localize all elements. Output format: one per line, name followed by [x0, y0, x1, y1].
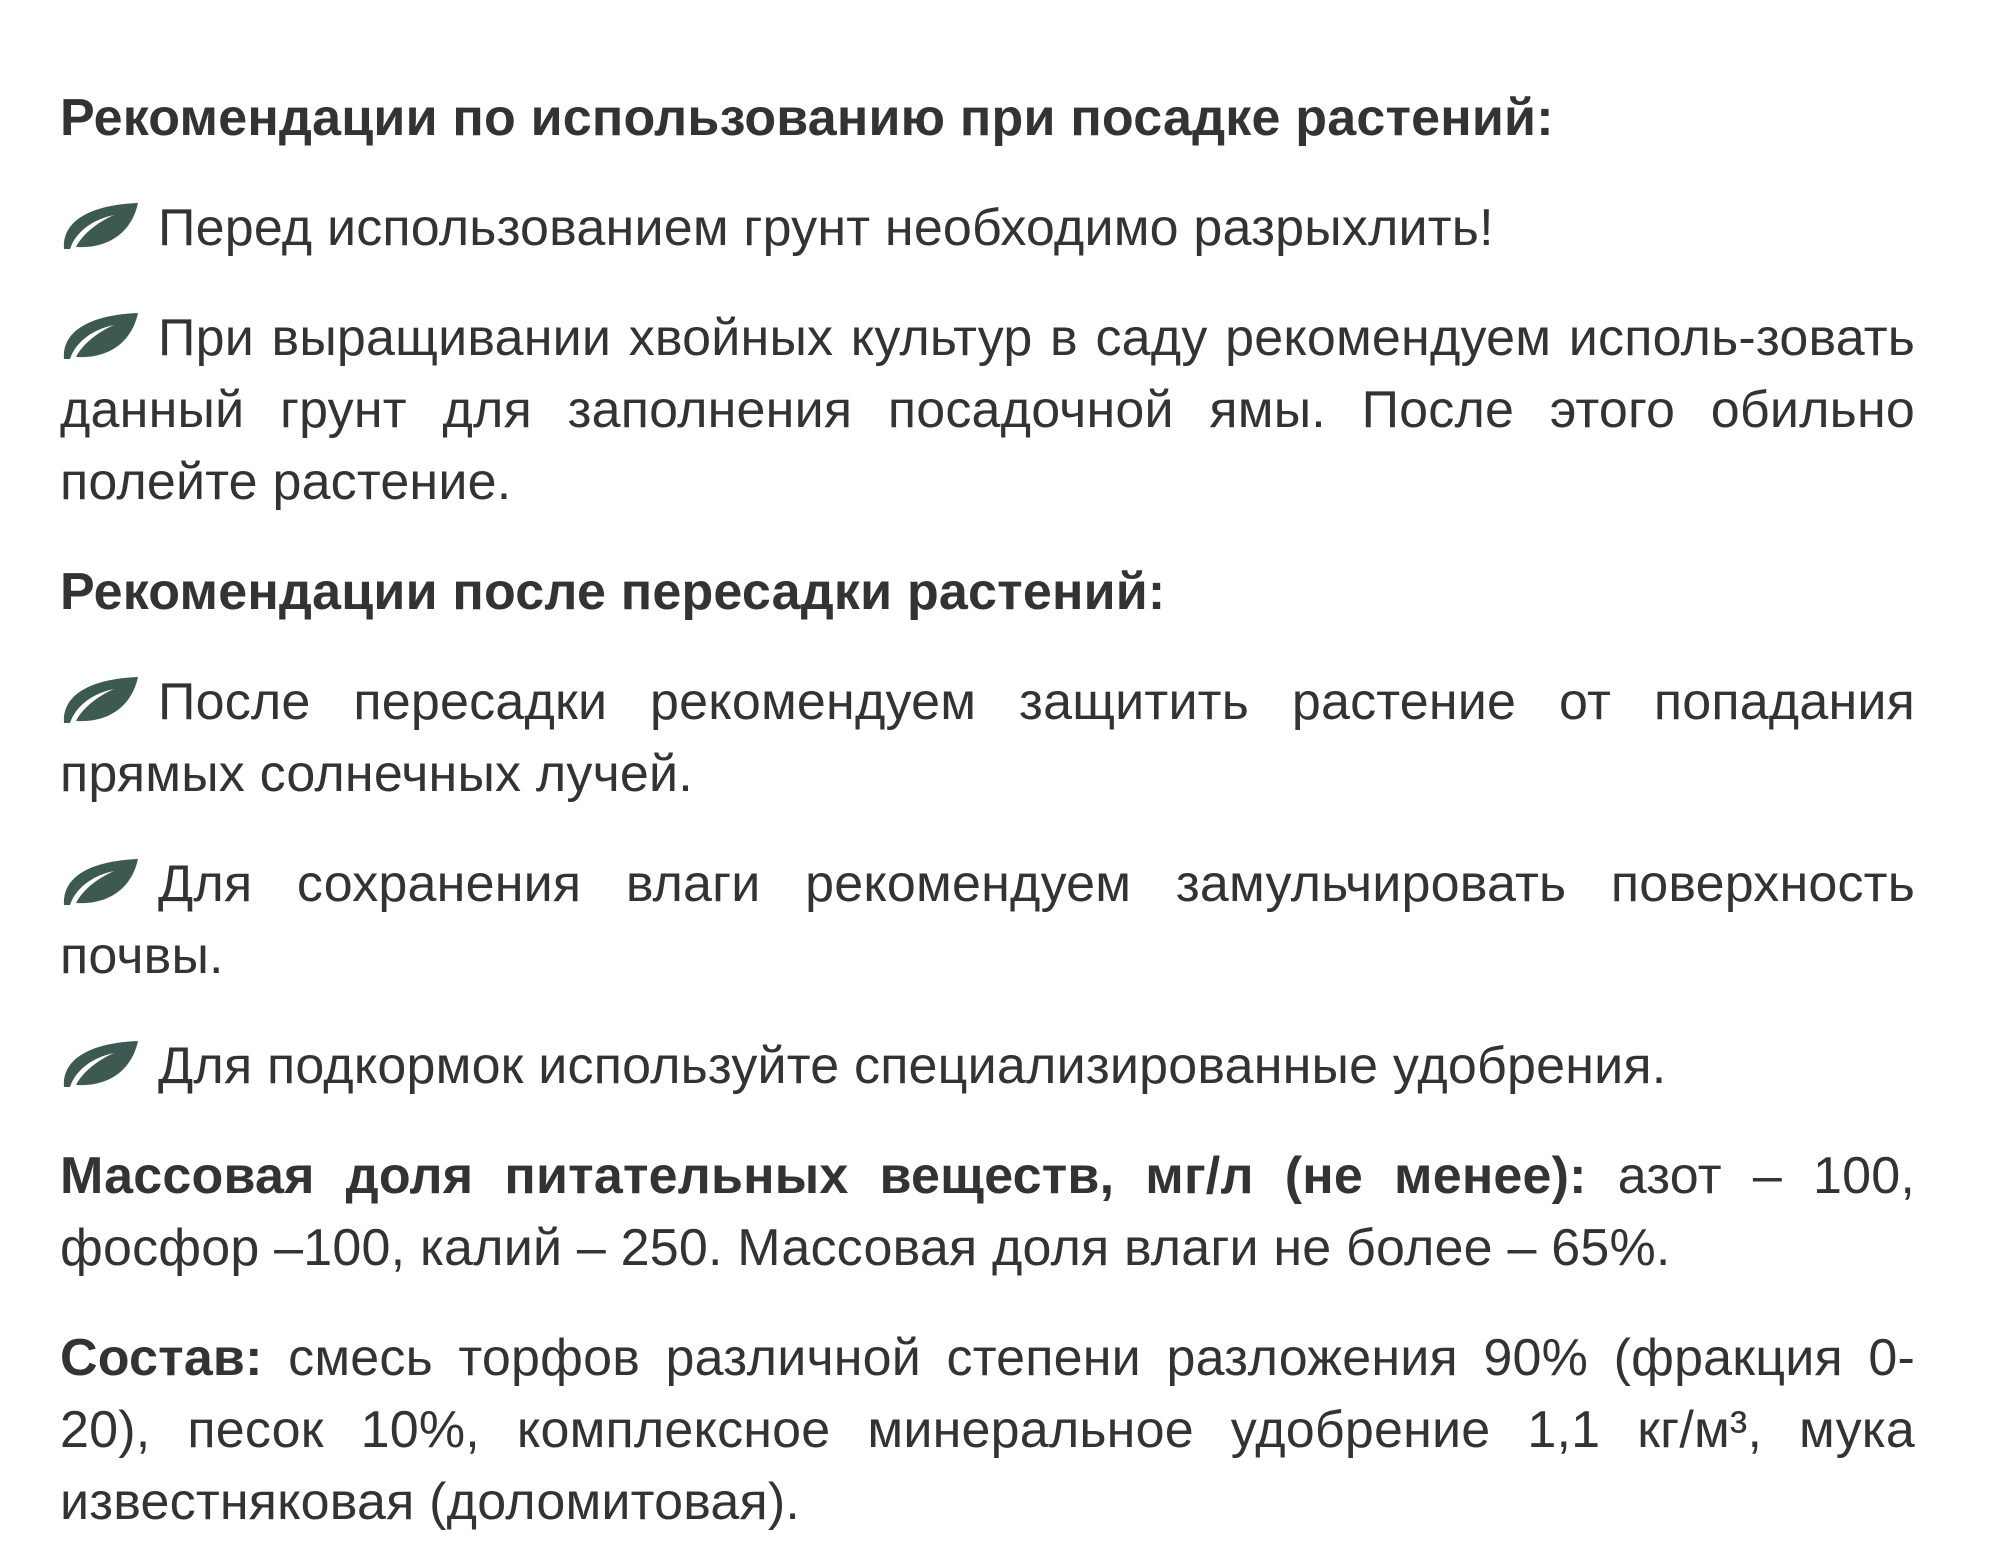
leaf-icon	[60, 201, 140, 251]
list-item-text: Для подкормок используйте специализированные удобрения.	[158, 1037, 1667, 1095]
nutrients-paragraph	[60, 1140, 1915, 1284]
list-item	[60, 848, 1915, 992]
nutrients-text: азот – 100, фосфор –100, калий – 250. Массовая доля влаги не более – 65%.	[60, 1147, 1915, 1277]
list-item-text: Перед использованием грунт необходимо разрыхлить!	[158, 199, 1494, 257]
list-item	[60, 1030, 1915, 1102]
composition-label: Состав:	[60, 1329, 263, 1387]
section-heading-transplant: Рекомендации после пересадки растений:	[60, 563, 1166, 621]
leaf-icon	[60, 857, 140, 907]
list-item-text: При выращивании хвойных культур в саду рекомендуем исполь-зовать данный грунт для заполнения посадочной ямы. После этого обильно полейте растение.	[60, 309, 1915, 511]
composition-paragraph	[60, 1322, 1915, 1538]
document-page	[60, 82, 1915, 1538]
nutrients-label: Массовая доля питательных веществ, мг/л (не менее):	[60, 1147, 1587, 1205]
list-item-text: После пересадки рекомендуем защитить растение от попадания прямых солнечных лучей.	[60, 673, 1915, 803]
list-item	[60, 302, 1915, 518]
leaf-icon	[60, 675, 140, 725]
section-heading-planting: Рекомендации по использованию при посадке растений:	[60, 89, 1554, 147]
list-item-text: Для сохранения влаги рекомендуем замульчировать поверхность почвы.	[60, 855, 1915, 985]
leaf-icon	[60, 1039, 140, 1089]
list-item	[60, 192, 1915, 264]
leaf-icon	[60, 311, 140, 361]
list-item	[60, 666, 1915, 810]
composition-text: смесь торфов различной степени разложения 90% (фракция 0-20), песок 10%, комплексное минеральное удобрение 1,1 кг/м³, мука известняковая (доломитовая).	[60, 1329, 1915, 1531]
